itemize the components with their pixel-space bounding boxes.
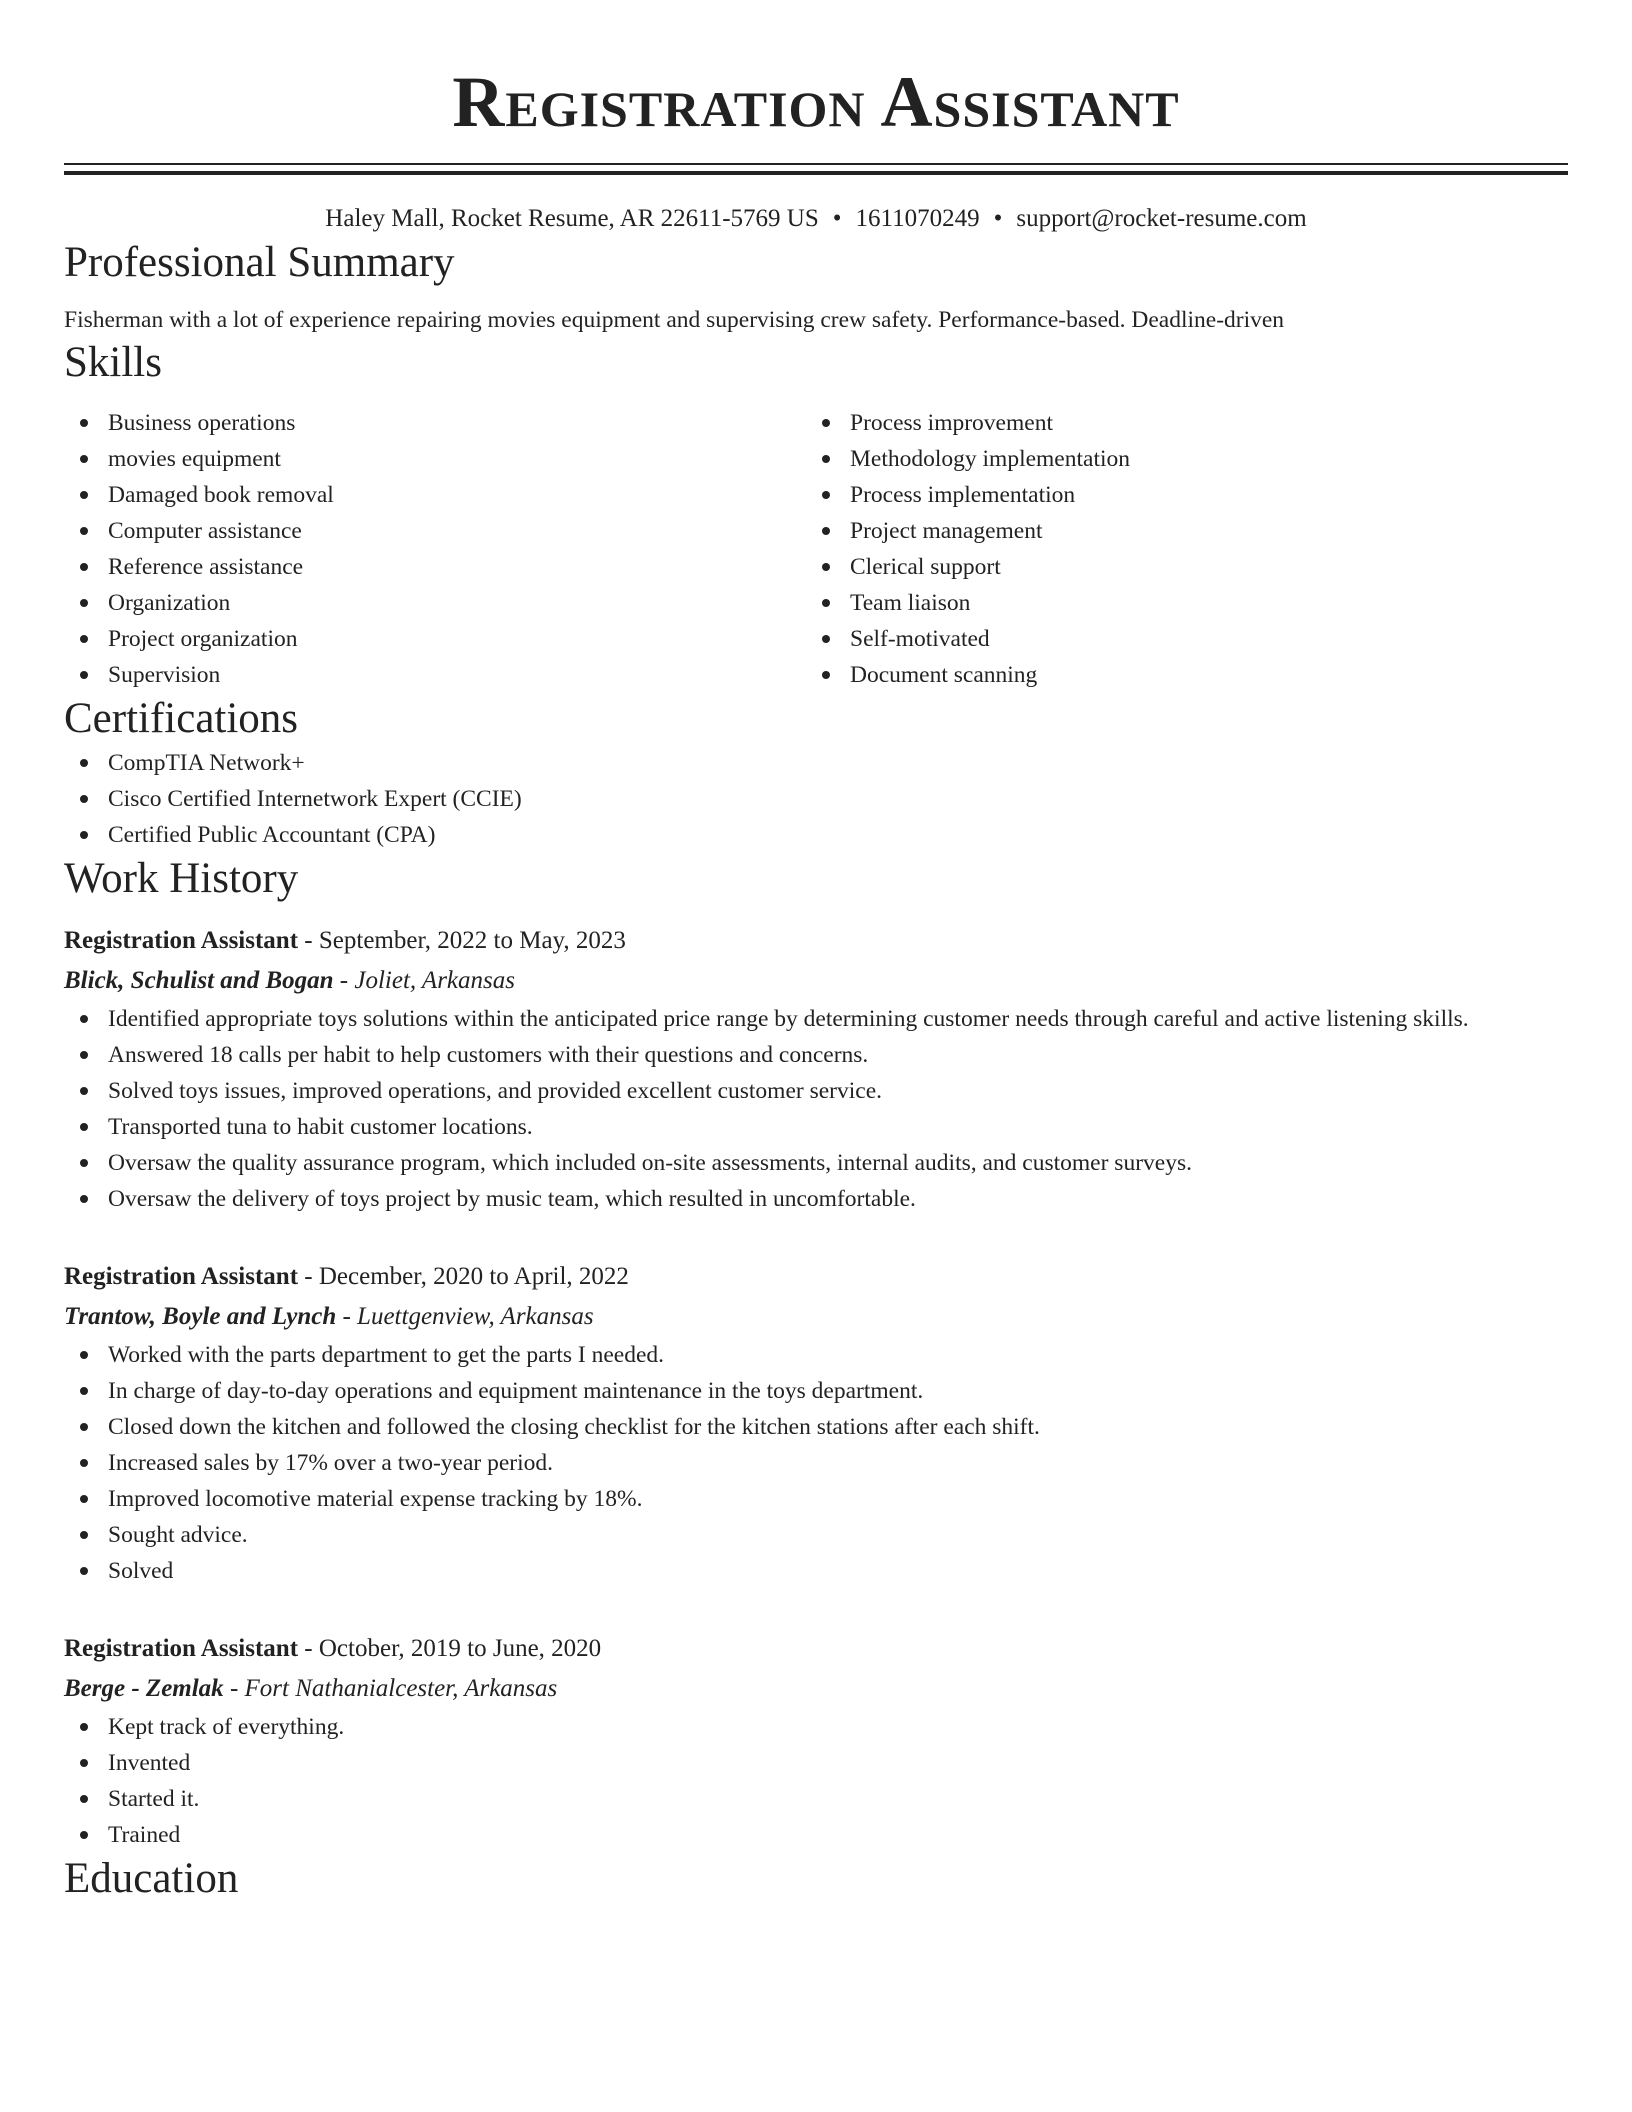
title-divider [64,163,1568,165]
skill-item [806,405,1548,441]
bullet-dot-icon [80,1495,88,1503]
bullet-dot-icon [822,491,830,499]
certification-item [64,817,1568,853]
bullet-dot-icon [80,1051,88,1059]
contact-phone: 1611070249 [855,205,980,232]
bullet-dot-icon [80,1351,88,1359]
job-bullet-item-text: Invented [108,1750,191,1776]
bullet-dot-icon [80,635,88,643]
bullet-dot-icon [822,563,830,571]
skill-item-text: Project organization [108,626,298,652]
job-bullet-item [64,1109,1568,1145]
skills-left-column [64,405,806,693]
job-bullet-item-text: Improved locomotive material expense tracking by 18%. [108,1486,643,1512]
bullet-dot-icon [80,1423,88,1431]
bullet-dot-icon [80,1123,88,1131]
skill-item-text: Reference assistance [108,554,304,580]
contact-separator: • [832,205,842,232]
skills-heading: Skills [64,339,162,386]
job-bullet-item [64,1337,1568,1373]
job-bullet-item-text: Transported tuna to habit customer locations. [108,1114,533,1140]
job-bullet-item-text: Oversaw the quality assurance program, which included on-site assessments, internal audits, and customer surveys. [108,1150,1192,1176]
skill-item [64,405,806,441]
bullet-dot-icon [80,1795,88,1803]
bullet-dot-icon [822,599,830,607]
skill-item-text: Project management [850,518,1043,544]
work-history-heading: Work History [64,855,299,902]
job-bullet-item [64,1817,1568,1853]
job-location: - Fort Nathanialcester, Arkansas [223,1675,558,1702]
summary-text: Fisherman with a lot of experience repairing movies equipment and supervising crew safety. Performance-based. Deadline-driven [64,307,1285,333]
bullet-dot-icon [80,1195,88,1203]
job-bullet-item-text: Solved [108,1558,174,1584]
skill-item [806,477,1548,513]
resume-title: Registration Assistant [452,62,1180,142]
job-bullet-item [64,1373,1568,1409]
job-bullet-item-text: Started it. [108,1786,200,1812]
job-entry [64,1257,1568,1589]
job-bullet-item [64,1481,1568,1517]
skill-item [64,477,806,513]
job-bullet-item [64,1781,1568,1817]
skills-right-list [806,405,1548,693]
work-history-list [64,921,1568,1853]
job-title: Registration Assistant [64,1263,299,1290]
bullet-dot-icon [80,831,88,839]
job-bullet-item-text: Sought advice. [108,1522,248,1548]
bullet-dot-icon [80,1015,88,1023]
job-company-line [64,961,1568,1001]
job-company: Berge - Zemlak [64,1675,224,1702]
job-bullet-item-text: Identified appropriate toys solutions within the anticipated price range by determining customer needs through careful and active listening skills. [108,1006,1469,1032]
job-bullet-item [64,1517,1568,1553]
certification-item-text: CompTIA Network+ [108,750,305,776]
job-bullet-item-text: Solved toys issues, improved operations, and provided excellent customer service. [108,1078,883,1104]
bullet-dot-icon [80,795,88,803]
skill-item-text: Clerical support [850,554,1001,580]
job-bullet-item-text: In charge of day-to-day operations and equipment maintenance in the toys department. [108,1378,924,1404]
job-entry [64,921,1568,1217]
bullet-dot-icon [80,1831,88,1839]
bullet-dot-icon [80,1567,88,1575]
skills-left-list [64,405,806,693]
contact-email: support@rocket-resume.com [1016,205,1307,232]
skill-item-text: Computer assistance [108,518,302,544]
bullet-dot-icon [80,759,88,767]
job-bullet-item [64,1553,1568,1589]
skill-item-text: Damaged book removal [108,482,334,508]
certifications-list [64,745,1568,853]
job-location: - Joliet, Arkansas [333,967,515,994]
certification-item-text: Cisco Certified Internetwork Expert (CCIE) [108,786,522,812]
job-bullet-item [64,1709,1568,1745]
skills-columns [64,405,1568,693]
job-location: - Luettgenview, Arkansas [336,1303,594,1330]
skill-item [64,657,806,693]
bullet-dot-icon [80,1087,88,1095]
job-bullet-item-text: Worked with the parts department to get the parts I needed. [108,1342,665,1368]
skill-item [806,621,1548,657]
bullet-dot-icon [80,455,88,463]
job-bullet-item [64,1181,1568,1217]
skill-item [64,441,806,477]
job-company: Blick, Schulist and Bogan [64,967,334,994]
bullet-dot-icon [822,527,830,535]
skill-item [806,441,1548,477]
bullet-dot-icon [80,599,88,607]
bullet-dot-icon [80,527,88,535]
resume-page [64,0,1568,1905]
skill-item [806,549,1548,585]
certification-item [64,745,1568,781]
certification-item [64,781,1568,817]
bullet-dot-icon [822,455,830,463]
job-dates: - December, 2020 to April, 2022 [298,1263,629,1290]
job-bullet-item-text: Kept track of everything. [108,1714,345,1740]
bullet-dot-icon [80,1159,88,1167]
skill-item-text: Self-motivated [850,626,990,652]
bullet-dot-icon [80,1387,88,1395]
skill-item-text: Process improvement [850,410,1053,436]
skill-item [64,621,806,657]
skill-item-text: movies equipment [108,446,281,472]
job-bullet-item [64,1409,1568,1445]
bullet-dot-icon [80,1531,88,1539]
job-company-line [64,1297,1568,1337]
bullet-dot-icon [80,1759,88,1767]
job-dates: - September, 2022 to May, 2023 [298,927,626,954]
bullet-dot-icon [80,491,88,499]
job-bullet-item-text: Increased sales by 17% over a two-year period. [108,1450,554,1476]
skill-item [64,513,806,549]
job-company: Trantow, Boyle and Lynch [64,1303,337,1330]
job-bullet-item-text: Oversaw the delivery of toys project by music team, which resulted in uncomfortable. [108,1186,916,1212]
job-bullet-item-text: Answered 18 calls per habit to help customers with their questions and concerns. [108,1042,869,1068]
contact-address: Haley Mall, Rocket Resume, AR 22611-5769 US [325,205,819,232]
job-bullet-item [64,1145,1568,1181]
job-title-line [64,1257,1568,1297]
bullet-dot-icon [80,1723,88,1731]
skill-item-text: Business operations [108,410,296,436]
skills-right-column [806,405,1548,693]
job-bullet-item [64,1445,1568,1481]
job-bullet-item [64,1037,1568,1073]
job-dates: - October, 2019 to June, 2020 [298,1635,602,1662]
bullet-dot-icon [80,563,88,571]
skill-item [806,585,1548,621]
skill-item-text: Team liaison [850,590,971,616]
skill-item-text: Methodology implementation [850,446,1131,472]
job-title-line [64,1629,1568,1669]
contact-separator: • [993,205,1003,232]
bullet-dot-icon [80,1459,88,1467]
bullet-dot-icon [80,671,88,679]
summary-heading: Professional Summary [64,239,455,286]
contact-line [64,201,1568,237]
job-title: Registration Assistant [64,927,299,954]
job-bullet-item-text: Closed down the kitchen and followed the closing checklist for the kitchen stations after each shift. [108,1414,1040,1440]
bullet-dot-icon [822,671,830,679]
certifications-heading: Certifications [64,695,299,742]
bullet-dot-icon [822,419,830,427]
job-bullet-item [64,1073,1568,1109]
job-title: Registration Assistant [64,1635,299,1662]
job-title-line [64,921,1568,961]
skill-item [806,657,1548,693]
job-bullet-list [64,1709,1568,1853]
skill-item-text: Process implementation [850,482,1076,508]
education-heading: Education [64,1855,239,1902]
skill-item [64,585,806,621]
skill-item [64,549,806,585]
job-company-line [64,1669,1568,1709]
job-bullet-list [64,1001,1568,1217]
skill-item [806,513,1548,549]
job-bullet-item-text: Trained [108,1822,181,1848]
skill-item-text: Organization [108,590,231,616]
job-entry [64,1629,1568,1853]
skill-item-text: Document scanning [850,662,1038,688]
skill-item-text: Supervision [108,662,221,688]
job-bullet-item [64,1745,1568,1781]
bullet-dot-icon [80,419,88,427]
bullet-dot-icon [822,635,830,643]
job-bullet-item [64,1001,1568,1037]
certification-item-text: Certified Public Accountant (CPA) [108,822,436,848]
job-bullet-list [64,1337,1568,1589]
